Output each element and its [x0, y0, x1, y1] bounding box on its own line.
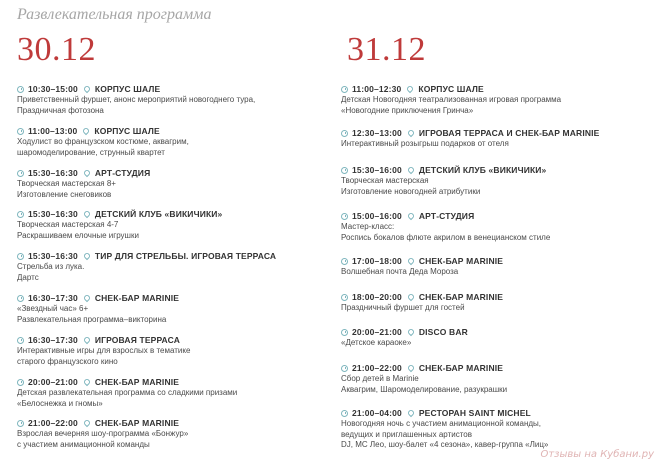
event-place: КОРПУС ШАЛЕ [94, 126, 160, 136]
location-pin-icon [83, 336, 91, 344]
event-desc-line: Творческая мастерская 4-7 [17, 220, 119, 229]
event-desc-line: Стрельба из лука. [17, 262, 85, 271]
clock-icon [17, 86, 24, 93]
event-item [17, 250, 327, 283]
location-pin-icon [407, 293, 415, 301]
event-place: СНЕК-БАР MARINIE [418, 292, 504, 302]
location-pin-icon [407, 328, 415, 336]
event-place: АРТ-СТУДИЯ [94, 168, 151, 178]
event-place: ИГРОВАЯ ТЕРРАСА И СНЕК-БАР MARINIE [418, 128, 600, 138]
event-time: 21:00–04:00 [352, 408, 402, 418]
event-desc-line: старого французского кино [17, 356, 118, 366]
event-desc-line: Сбор детей в Marinie [341, 374, 419, 383]
event-time: 16:30–17:30 [28, 335, 78, 345]
event-desc-line: DJ, MC Лео, шоу-балет «4 сезона», кавер-группа «Лиц» [341, 440, 549, 449]
clock-icon [341, 294, 348, 301]
event-time: 15:30–16:30 [28, 209, 78, 219]
date-heading: 30.12 [17, 31, 96, 68]
clock-icon [341, 130, 348, 137]
clock-icon [17, 170, 24, 177]
event-time: 20:00–21:00 [28, 377, 78, 387]
event-desc-line: шаромоделирование, струнный квартет [17, 147, 165, 157]
event-desc-line: Интерактивный розыгрыш подарков от отеля [341, 139, 509, 148]
event-place: СНЕК-БАР MARINIE [418, 256, 504, 266]
event-place: СНЕК-БАР MARINIE [94, 418, 180, 428]
event-desc-line: «Белоснежка и гномы» [17, 398, 103, 408]
event-desc-line: Изготовление новогодней атрибутики [341, 186, 481, 196]
location-pin-icon [83, 252, 91, 260]
event-time: 15:30–16:00 [352, 165, 402, 175]
event-item [341, 326, 651, 349]
location-pin-icon [407, 409, 415, 417]
event-time: 21:00–22:00 [28, 418, 78, 428]
event-item [341, 362, 651, 395]
event-desc-line: «Детское караоке» [341, 338, 412, 347]
event-item [341, 291, 651, 314]
event-desc-line: Новогодняя ночь с участием анимационной команды, [341, 419, 542, 428]
event-item [341, 127, 651, 150]
date-heading: 31.12 [347, 31, 426, 68]
clock-icon [341, 167, 348, 174]
location-pin-icon [407, 166, 415, 174]
event-place: РЕСТОРАН SAINT MICHEL [418, 408, 531, 418]
location-pin-icon [83, 294, 91, 302]
location-pin-icon [407, 257, 415, 265]
clock-icon [341, 258, 348, 265]
location-pin-icon [83, 169, 91, 177]
clock-icon [17, 211, 24, 218]
event-item [17, 334, 327, 367]
location-pin-icon [83, 378, 91, 386]
event-place: КОРПУС ШАЛЕ [418, 84, 484, 94]
event-item [341, 407, 651, 451]
event-desc-line: Мастер-класс: [341, 222, 395, 231]
event-place: АРТ-СТУДИЯ [418, 211, 475, 221]
event-desc-line: Раскрашиваем елочные игрушки [17, 230, 139, 240]
event-time: 11:00–13:00 [28, 126, 78, 136]
event-item [17, 417, 327, 450]
event-desc-line: Творческая мастерская 8+ [17, 179, 116, 188]
location-pin-icon [83, 419, 91, 427]
event-item [17, 167, 327, 200]
section-title: Развлекательная программа [17, 6, 212, 23]
event-desc-line: Праздничный фуршет для гостей [341, 303, 465, 312]
event-place: СНЕК-БАР MARINIE [418, 363, 504, 373]
location-pin-icon [82, 127, 90, 135]
location-pin-icon [83, 85, 91, 93]
event-item [17, 125, 327, 158]
event-desc-line: «Новогодние приключения Гринча» [341, 105, 474, 115]
event-desc-line: ведущих и приглашенных артистов [341, 429, 472, 439]
event-item [17, 208, 327, 241]
event-place: СНЕК-БАР MARINIE [94, 293, 180, 303]
location-pin-icon [407, 364, 415, 372]
event-desc-line: Аквагрим, Шаромоделирование, разукрашки [341, 384, 508, 394]
event-item [17, 83, 327, 116]
location-pin-icon [407, 212, 415, 220]
clock-icon [341, 410, 348, 417]
clock-icon [17, 337, 24, 344]
event-place: DISCO BAR [418, 327, 468, 337]
clock-icon [341, 86, 348, 93]
event-item [17, 376, 327, 409]
clock-icon [17, 295, 24, 302]
event-desc-line: Дартс [17, 272, 39, 282]
location-pin-icon [407, 129, 415, 137]
event-time: 18:00–20:00 [352, 292, 402, 302]
event-desc-line: Детская развлекательная программа со сладкими призами [17, 388, 238, 397]
event-item [17, 292, 327, 325]
event-place: КОРПУС ШАЛЕ [94, 84, 161, 94]
location-pin-icon [83, 210, 91, 218]
location-pin-icon [406, 85, 414, 93]
event-item [341, 83, 651, 116]
event-place: СНЕК-БАР MARINIE [94, 377, 180, 387]
event-time: 10:30–15:00 [28, 84, 78, 94]
event-item [341, 255, 651, 278]
event-time: 20:00–21:00 [352, 327, 402, 337]
event-desc-line: Интерактивные игры для взрослых в тематике [17, 346, 191, 355]
event-time: 15:30–16:30 [28, 168, 78, 178]
event-place: ИГРОВАЯ ТЕРРАСА [94, 335, 180, 345]
event-time: 11:00–12:30 [352, 84, 402, 94]
event-item [341, 210, 651, 243]
clock-icon [17, 128, 24, 135]
event-desc-line: Приветственный фуршет, анонс мероприятий новогоднего тура, [17, 95, 256, 104]
event-place: ДЕТСКИЙ КЛУБ «ВИКИЧИКИ» [94, 209, 223, 219]
clock-icon [341, 213, 348, 220]
event-desc-line: Волшебная почта Деда Мороза [341, 267, 459, 276]
clock-icon [17, 253, 24, 260]
event-desc-line: Развлекательная программа–викторина [17, 314, 167, 324]
event-desc-line: Изготовление снеговиков [17, 189, 112, 199]
event-item [341, 164, 651, 197]
event-desc-line: Праздничная фотозона [17, 105, 104, 115]
event-time: 17:00–18:00 [352, 256, 402, 266]
event-desc-line: Взрослая вечерняя шоу-программа «Бонжур» [17, 429, 189, 438]
event-place: ТИР ДЛЯ СТРЕЛЬБЫ. ИГРОВАЯ ТЕРРАСА [94, 251, 277, 261]
event-time: 16:30–17:30 [28, 293, 78, 303]
clock-icon [341, 329, 348, 336]
clock-icon [17, 420, 24, 427]
event-desc-line: Ходулист во французском костюме, аквагрим, [17, 137, 189, 146]
event-time: 21:00–22:00 [352, 363, 402, 373]
event-time: 12:30–13:00 [352, 128, 402, 138]
event-time: 15:30–16:30 [28, 251, 78, 261]
event-desc-line: «Звездный час» 6+ [17, 304, 89, 313]
clock-icon [341, 365, 348, 372]
event-desc-line: Творческая мастерская [341, 176, 429, 185]
event-desc-line: Детская Новогодняя театрализованная игровая программа [341, 95, 562, 104]
event-time: 15:00–16:00 [352, 211, 402, 221]
event-desc-line: с участием анимационной команды [17, 439, 150, 449]
clock-icon [17, 379, 24, 386]
watermark: Отзывы на Кубани.ру [540, 449, 654, 460]
event-place: ДЕТСКИЙ КЛУБ «ВИКИЧИКИ» [418, 165, 547, 175]
event-desc-line: Роспись бокалов флюте акрилом в венецианском стиле [341, 232, 551, 242]
